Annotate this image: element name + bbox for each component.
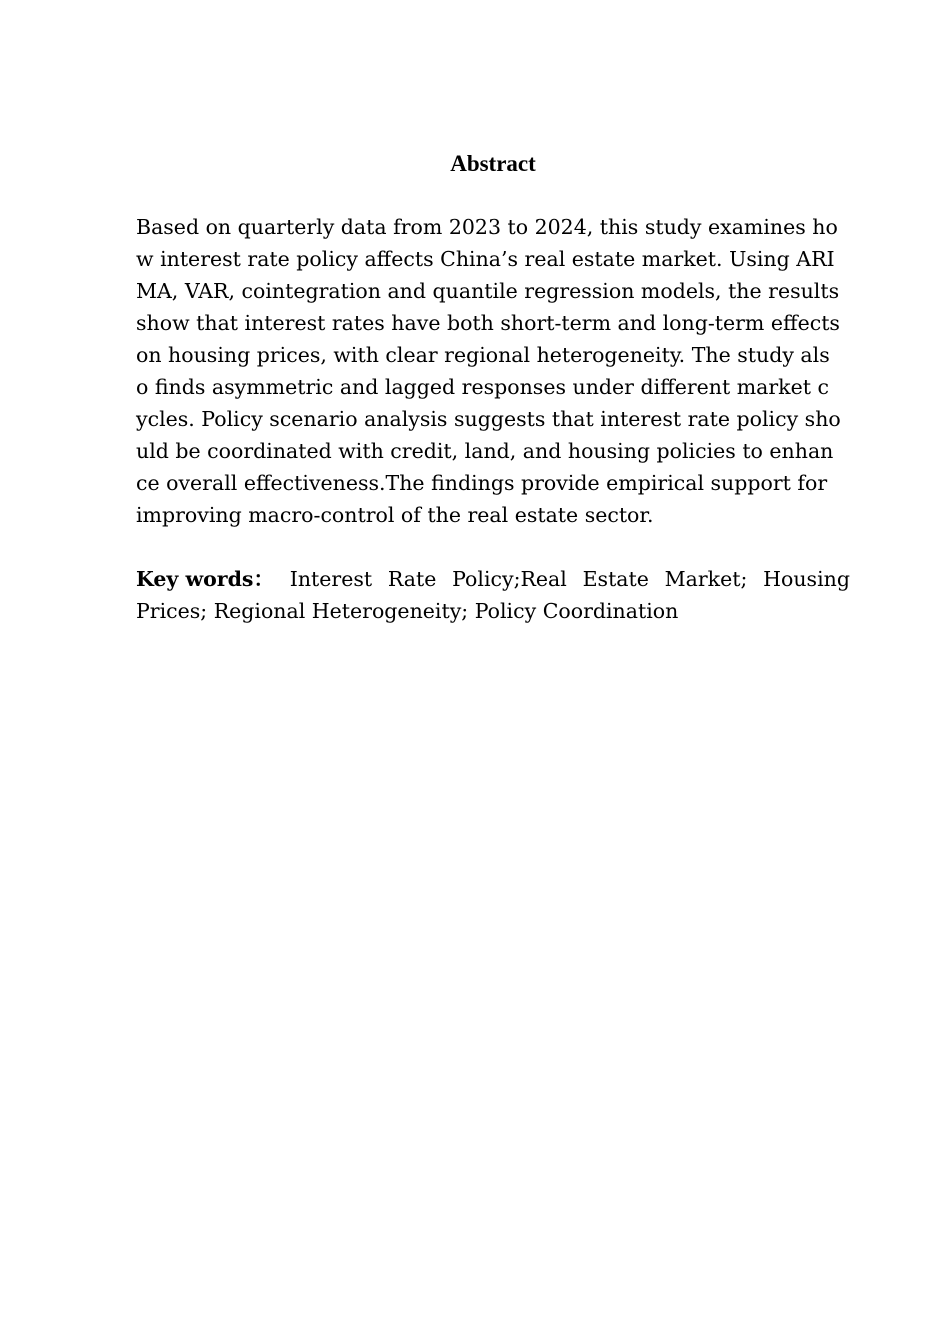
abstract-title: Abstract — [450, 151, 536, 176]
keyword-token: Market; — [664, 567, 748, 591]
abstract-line: uld be coordinated with credit, land, and housing policies to enhan — [136, 439, 834, 463]
keywords-line-2: Prices; Regional Heterogeneity; Policy Coordination — [136, 599, 679, 623]
abstract-line: Based on quarterly data from 2023 to 2024, this study examines ho — [136, 215, 838, 239]
keyword-token: Rate — [387, 567, 437, 591]
keyword-token: Estate — [582, 567, 649, 591]
abstract-body — [136, 211, 850, 531]
abstract-line: on housing prices, with clear regional heterogeneity. The study als — [136, 343, 830, 367]
abstract-line: w interest rate policy affects China’s real estate market. Using ARI — [136, 247, 835, 271]
keywords-label: Key words： — [136, 567, 274, 591]
keyword-token: Interest — [289, 567, 373, 591]
keyword-token: Policy;Real — [452, 567, 567, 591]
abstract-line: show that interest rates have both short-term and long-term effects — [136, 311, 840, 335]
abstract-line: MA, VAR, cointegration and quantile regression models, the results — [136, 279, 840, 303]
keywords-section — [136, 563, 850, 627]
keyword-token: Housing — [763, 567, 850, 591]
abstract-line: ce overall effectiveness.The findings provide empirical support for — [136, 471, 828, 495]
keywords-line-1 — [136, 563, 850, 595]
abstract-line: o finds asymmetric and lagged responses under different market c — [136, 375, 829, 399]
abstract-line: ycles. Policy scenario analysis suggests that interest rate policy sho — [136, 407, 841, 431]
abstract-line: improving macro-control of the real estate sector. — [136, 503, 654, 527]
